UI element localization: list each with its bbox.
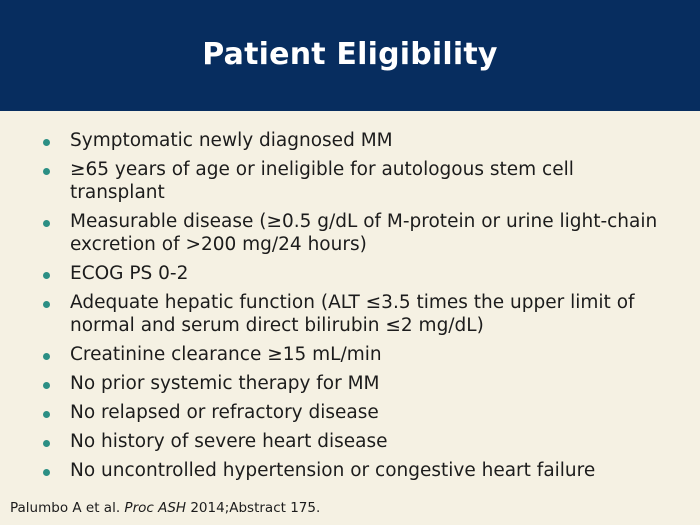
bullet-item bbox=[0, 372, 700, 395]
bullet-dot-icon bbox=[43, 272, 50, 279]
citation bbox=[10, 500, 320, 516]
bullet-item bbox=[0, 129, 700, 152]
bullet-item bbox=[0, 262, 700, 285]
bullet-text: Symptomatic newly diagnosed MM bbox=[70, 130, 393, 151]
bullet-item bbox=[0, 401, 700, 424]
bullet-dot-icon bbox=[43, 382, 50, 389]
bullet-item bbox=[0, 430, 700, 453]
bullet-dot-icon bbox=[43, 469, 50, 476]
bullet-text: No prior systemic therapy for MM bbox=[70, 373, 380, 394]
bullet-dot-icon bbox=[43, 168, 50, 175]
bullet-item bbox=[0, 291, 700, 337]
bullet-dot-icon bbox=[43, 220, 50, 227]
bullet-item bbox=[0, 158, 700, 204]
citation-details: 2014;Abstract 175. bbox=[190, 500, 321, 516]
bullet-text: Measurable disease (≥0.5 g/dL of M-protein or urine light-chain excretion of >200 mg/24 hours) bbox=[70, 211, 658, 255]
bullet-dot-icon bbox=[43, 440, 50, 447]
eligibility-bullet-list bbox=[0, 129, 700, 488]
bullet-text: ≥65 years of age or ineligible for autologous stem cell transplant bbox=[70, 159, 574, 203]
bullet-item bbox=[0, 459, 700, 482]
bullet-dot-icon bbox=[43, 411, 50, 418]
bullet-dot-icon bbox=[43, 139, 50, 146]
slide-header bbox=[0, 0, 700, 111]
bullet-item bbox=[0, 210, 700, 256]
bullet-text: ECOG PS 0-2 bbox=[70, 263, 189, 284]
citation-journal: Proc ASH bbox=[124, 500, 187, 516]
bullet-text: No history of severe heart disease bbox=[70, 431, 388, 452]
bullet-text: Adequate hepatic function (ALT ≤3.5 times the upper limit of normal and serum direct bilirubin ≤2 mg/dL) bbox=[70, 292, 635, 336]
bullet-text: No uncontrolled hypertension or congestive heart failure bbox=[70, 460, 596, 481]
bullet-text: No relapsed or refractory disease bbox=[70, 402, 379, 423]
bullet-item bbox=[0, 343, 700, 366]
bullet-dot-icon bbox=[43, 353, 50, 360]
citation-authors: Palumbo A et al. bbox=[10, 500, 121, 516]
slide-title: Patient Eligibility bbox=[202, 36, 498, 72]
bullet-text: Creatinine clearance ≥15 mL/min bbox=[70, 344, 382, 365]
bullet-dot-icon bbox=[43, 301, 50, 308]
